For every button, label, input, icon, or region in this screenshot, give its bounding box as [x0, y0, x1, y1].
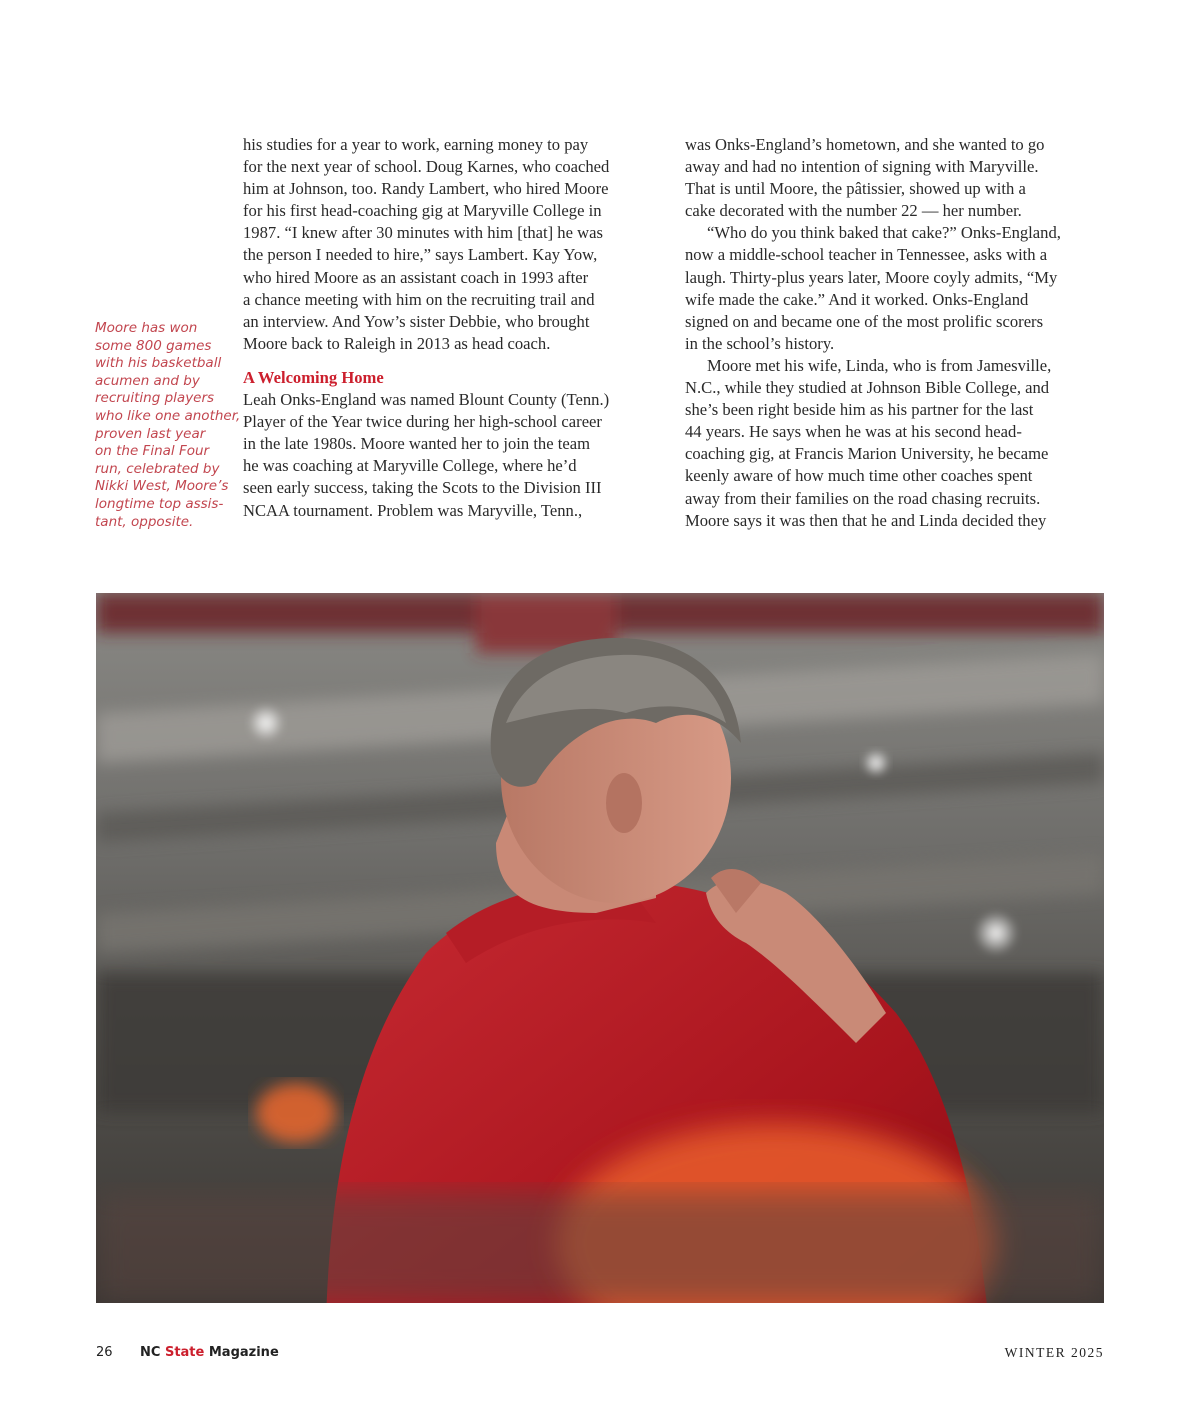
body-line: 44 years. He says when he was at his second head- — [685, 422, 1022, 442]
body-line: seen early success, taking the Scots to the Division III — [243, 478, 602, 498]
body-line: coaching gig, at Francis Marion University, he became — [685, 444, 1049, 464]
body-line: the person I needed to hire,” says Lambert. Kay Yow, — [243, 245, 598, 265]
body-line: he was coaching at Maryville College, where he’d — [243, 456, 577, 476]
body-line: in the late 1980s. Moore wanted her to join the team — [243, 434, 590, 454]
body-line: laugh. Thirty-plus years later, Moore coyly admits, “My — [685, 267, 1058, 287]
body-line: away from their families on the road chasing recruits. — [685, 488, 1041, 508]
body-line: NCAA tournament. Problem was Maryville, Tenn., — [243, 500, 583, 520]
body-line: an interview. And Yow’s sister Debbie, who brought — [243, 311, 590, 331]
body-line: who hired Moore as an assistant coach in 1993 after — [243, 267, 589, 287]
magazine-name-nc: NC — [140, 1345, 161, 1360]
body-line: wife made the cake.” And it worked. Onks-England — [685, 289, 1029, 309]
coach-photo-illustration — [96, 593, 1104, 1303]
body-line: 1987. “I knew after 30 minutes with him [that] he was — [243, 223, 603, 243]
caption-line: run, celebrated by — [95, 460, 220, 477]
magazine-name-state: State — [164, 1345, 205, 1360]
caption-line: proven last year — [95, 425, 206, 442]
caption-line: some 800 games — [95, 337, 212, 354]
body-line: signed on and became one of the most prolific scorers — [685, 311, 1044, 331]
body-line: for his first head-coaching gig at Maryville College in — [243, 201, 602, 221]
caption-line: longtime top assis- — [95, 495, 224, 512]
page-footer — [96, 1345, 1104, 1365]
caption-line: recruiting players — [95, 390, 215, 407]
photo-caption — [95, 320, 241, 531]
body-line: “Who do you think baked that cake?” Onks-England, — [707, 223, 1061, 243]
caption-line: Nikki West, Moore’s — [95, 478, 229, 495]
body-line: away and had no intention of signing with Maryville. — [685, 157, 1039, 177]
magazine-name-word: Magazine — [208, 1345, 279, 1360]
coach-photo — [96, 593, 1104, 1303]
body-line: That is until Moore, the pâtissier, showed up with a — [685, 179, 1026, 199]
body-line: was Onks-England’s hometown, and she wanted to go — [685, 135, 1045, 154]
magazine-name — [140, 1345, 279, 1360]
caption-line: Moore has won — [95, 320, 198, 336]
body-line: his studies for a year to work, earning money to pay — [243, 135, 589, 154]
body-line: she’s been right beside him as his partner for the last — [685, 400, 1034, 420]
body-line: for the next year of school. Doug Karnes, who coached — [243, 157, 610, 177]
caption-line: on the Final Four — [95, 443, 210, 460]
caption-line: acumen and by — [95, 372, 200, 389]
article-column-right — [685, 134, 1115, 532]
body-line: cake decorated with the number 22 — her number. — [685, 201, 1022, 221]
body-line: Player of the Year twice during her high-school career — [243, 412, 602, 432]
body-line: N.C., while they studied at Johnson Bible College, and — [685, 378, 1050, 398]
body-line: in the school’s history. — [685, 333, 835, 353]
body-line: Leah Onks-England was named Blount County (Tenn.) — [243, 390, 610, 410]
caption-line: who like one another, — [95, 407, 241, 424]
body-line: keenly aware of how much time other coaches spent — [685, 466, 1033, 486]
issue-label: WINTER 2025 — [1004, 1345, 1104, 1360]
body-line: Moore says it was then that he and Linda decided they — [685, 510, 1047, 530]
body-line: Moore back to Raleigh in 2013 as head coach. — [243, 333, 551, 353]
body-line: a chance meeting with him on the recruiting trail and — [243, 289, 595, 309]
page-number: 26 — [96, 1345, 113, 1360]
section-subhead: A Welcoming Home — [243, 367, 384, 387]
body-line: now a middle-school teacher in Tennessee, asks with a — [685, 245, 1048, 265]
caption-line: tant, opposite. — [95, 513, 194, 530]
body-line: him at Johnson, too. Randy Lambert, who hired Moore — [243, 179, 609, 199]
article-column-middle — [243, 134, 673, 522]
body-line: Moore met his wife, Linda, who is from Jamesville, — [707, 355, 1052, 375]
caption-line: with his basketball — [95, 355, 222, 372]
